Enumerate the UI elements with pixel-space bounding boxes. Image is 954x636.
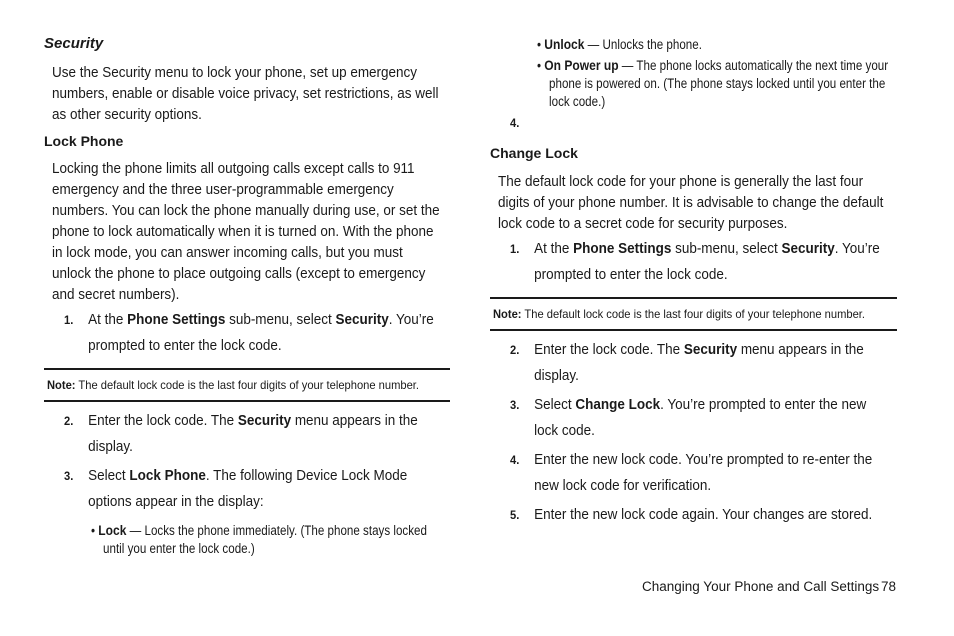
- step-4: 4. Enter the new lock code. You’re prompted to re-enter the new lock code for verification.: [510, 448, 872, 499]
- body-line: numbers. You can lock the phone manually during use, or set the: [52, 203, 440, 219]
- body-line: and secret numbers).: [52, 287, 180, 303]
- body-line: phone to lock automatically when it is turned on. With the phone: [52, 224, 434, 240]
- step-number: 3.: [510, 398, 520, 412]
- bullet-on-power-up: • On Power up — The phone locks automatically the next time your phone is powered on. (The phone stays locked until you enter the lock code.): [537, 57, 889, 109]
- note-box: [490, 297, 897, 331]
- step-2: 2. Enter the lock code. The Security menu appears in the display.: [510, 338, 864, 389]
- bullet-mark: •: [537, 37, 542, 52]
- note-label: Note:: [493, 307, 522, 321]
- page-number: 78: [881, 579, 897, 594]
- body-line: The default lock code for your phone is generally the last four: [498, 174, 864, 190]
- step-1: 1. At the Phone Settings sub-menu, select Security. You’re prompted to enter the lock code.: [510, 237, 880, 288]
- step-number: 2.: [510, 343, 520, 357]
- lock-phone-body: [52, 159, 440, 306]
- note-label: Note:: [47, 378, 76, 392]
- step-number: 4.: [510, 453, 520, 467]
- step-number: 2.: [64, 414, 74, 428]
- step-1: 1. At the Phone Settings sub-menu, select Security. You’re prompted to enter the lock code.: [64, 308, 434, 359]
- bullet-lock: • Lock — Locks the phone immediately. (The phone stays locked until you enter the lock code.): [91, 522, 427, 556]
- body-line: emergency and the three user-programmable emergency: [52, 182, 394, 198]
- intro-line: numbers, enable or disable voice privacy, set restrictions, as well: [52, 86, 439, 102]
- step-number: 1.: [64, 313, 74, 327]
- note-text: Note: The default lock code is the last four digits of your telephone number.: [493, 307, 866, 321]
- step-3: 3. Select Lock Phone. The following Device Lock Mode options appear in the display:: [64, 464, 407, 515]
- step-4-device-lock: [510, 111, 534, 137]
- note-box: [44, 368, 450, 402]
- section-title: Security: [44, 35, 104, 52]
- body-line: lock code to a secret code for security purposes.: [498, 216, 788, 232]
- lock-phone-heading: Lock Phone: [44, 133, 124, 149]
- step-number: 5.: [510, 508, 520, 522]
- bullet-mark: •: [537, 58, 542, 73]
- intro-line: as other security options.: [52, 107, 202, 123]
- step-2: 2. Enter the lock code. The Security menu appears in the display.: [64, 409, 418, 460]
- footer-chapter: Changing Your Phone and Call Settings: [642, 579, 880, 594]
- step-3: 3. Select Change Lock. You’re prompted to enter the new lock code.: [510, 393, 866, 444]
- step-number: 1.: [510, 242, 520, 256]
- intro-line: Use the Security menu to lock your phone, set up emergency: [52, 65, 418, 81]
- body-line: Locking the phone limits all outgoing calls except calls to 911: [52, 161, 415, 177]
- body-line: unlock the phone to place outgoing calls (except to emergency: [52, 266, 426, 282]
- bullet-mark: •: [91, 523, 96, 538]
- step-5: 5. Enter the new lock code again. Your changes are stored.: [510, 503, 872, 529]
- bullet-unlock: • Unlock — Unlocks the phone.: [537, 36, 702, 52]
- change-lock-heading: Change Lock: [490, 145, 578, 161]
- change-lock-body: [498, 172, 883, 235]
- security-intro: [52, 63, 439, 126]
- note-text: Note: The default lock code is the last four digits of your telephone number.: [47, 378, 420, 392]
- step-number: 3.: [64, 469, 74, 483]
- body-line: in lock mode, you can answer incoming calls, but you must: [52, 245, 403, 261]
- step-number: 4.: [510, 116, 520, 130]
- body-line: digits of your phone number. It is advisable to change the default: [498, 195, 884, 211]
